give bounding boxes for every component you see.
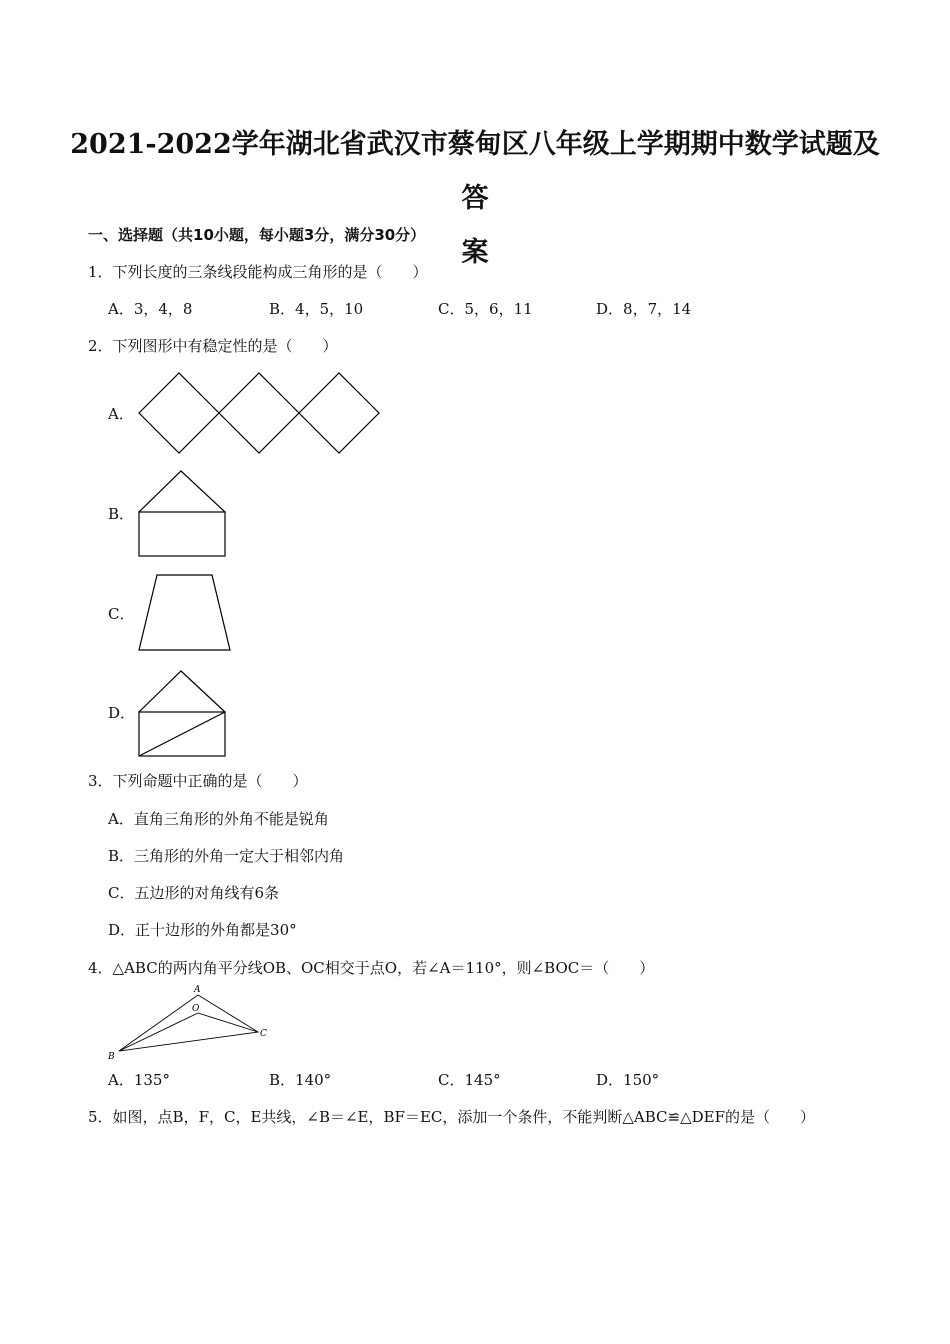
point-label-b: B	[108, 1052, 115, 1060]
question-1-option-c: C．5，6，11	[438, 300, 533, 318]
question-2-label-c: C．	[108, 605, 135, 623]
question-4-option-c: C．145°	[438, 1071, 501, 1089]
question-5-stem: 5．如图，点B，F，C，E共线，∠B＝∠E，BF＝EC，添加一个条件，不能判断△ABC≌△DEF的是（ ）	[88, 1108, 816, 1126]
question-4-option-d: D．150°	[596, 1071, 660, 1089]
point-label-c: C	[260, 1029, 267, 1039]
document-title	[60, 118, 890, 280]
question-2-label-d: D．	[108, 704, 136, 722]
bisector-oc	[198, 1013, 258, 1032]
question-4-option-b: B．140°	[269, 1071, 332, 1089]
question-4-stem: 4．△ABC的两内角平分线OB、OC相交于点O，若∠A＝110°，则∠BOC＝（ ）	[88, 959, 655, 977]
question-1-option-d: D．8，7，14	[596, 300, 692, 318]
title-line-1: 2021-2022学年湖北省武汉市蔡甸区八年级上学期期中数学试题及答	[70, 129, 880, 214]
question-2-label-b: B．	[108, 505, 135, 523]
trapezoid-shape	[139, 575, 230, 650]
question-3-option-d: D．正十边形的外角都是30°	[108, 921, 297, 939]
question-4-option-a: A．135°	[108, 1071, 170, 1089]
figure-three-diamonds	[135, 370, 385, 458]
point-label-a: A	[194, 985, 201, 995]
diamond-3	[299, 373, 379, 453]
question-1-option-b: B．4，5，10	[269, 300, 364, 318]
triangle-abc	[119, 995, 258, 1051]
figure-house-shape	[135, 466, 230, 561]
question-3-option-c: C．五边形的对角线有6条	[108, 884, 280, 902]
diamond-1	[139, 373, 219, 453]
house-rectangle	[139, 512, 225, 556]
figure-trapezoid	[135, 570, 235, 655]
question-1-stem: 1．下列长度的三条线段能构成三角形的是（ ）	[88, 263, 428, 281]
diagonal-line	[139, 712, 225, 756]
section-heading: 一、选择题（共10小题，每小题3分，满分30分）	[88, 226, 426, 244]
question-2-stem: 2．下列图形中有稳定性的是（ ）	[88, 337, 338, 355]
point-label-o: O	[192, 1004, 200, 1014]
title-line-2: 案	[461, 237, 489, 268]
figure-triangle-abc	[105, 985, 275, 1060]
figure-house-with-diagonal	[135, 666, 230, 761]
house-roof	[139, 471, 225, 512]
question-2-label-a: A．	[108, 405, 134, 423]
question-3-stem: 3．下列命题中正确的是（ ）	[88, 772, 308, 790]
question-3-option-a: A．直角三角形的外角不能是锐角	[108, 810, 329, 828]
question-3-option-b: B．三角形的外角一定大于相邻内角	[108, 847, 345, 865]
diamond-2	[219, 373, 299, 453]
house-roof	[139, 671, 225, 712]
question-1-option-a: A．3，4，8	[108, 300, 193, 318]
